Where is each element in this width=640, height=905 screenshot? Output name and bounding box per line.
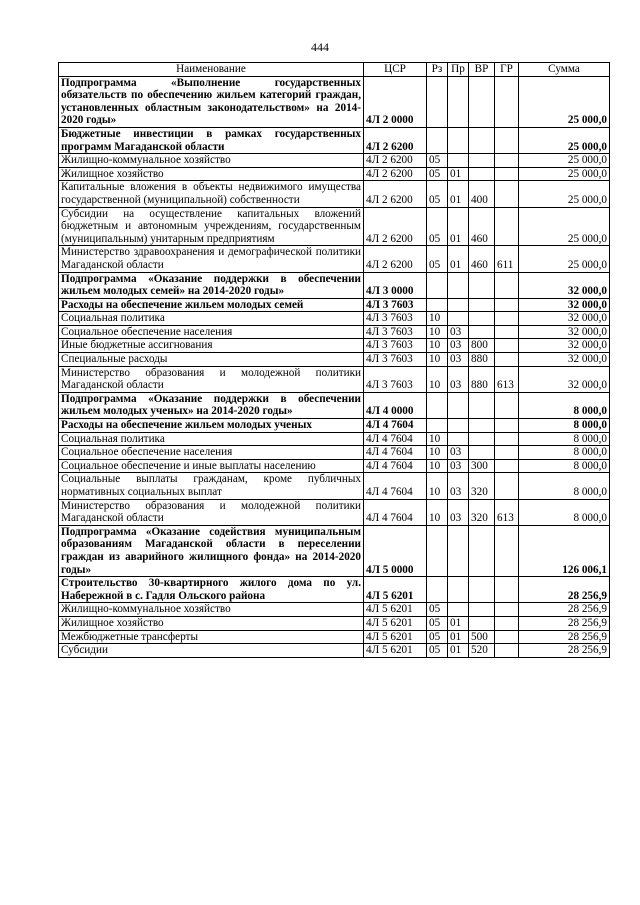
cell-vr: 300 <box>469 459 495 473</box>
cell-pr: 01 <box>448 167 469 181</box>
cell-pr <box>448 525 469 576</box>
cell-sum: 28 256,9 <box>519 603 610 617</box>
cell-pr <box>448 392 469 418</box>
cell-pr: 01 <box>448 207 469 246</box>
cell-sum: 28 256,9 <box>519 644 610 658</box>
cell-name: Иные бюджетные ассигнования <box>59 339 364 353</box>
cell-name: Социальная политика <box>59 432 364 446</box>
cell-csr: 4Л 2 6200 <box>364 167 427 181</box>
table-row <box>59 246 610 272</box>
cell-pr: 03 <box>448 325 469 339</box>
cell-gr <box>495 127 519 153</box>
table-row <box>59 272 610 298</box>
cell-gr <box>495 392 519 418</box>
cell-rz: 05 <box>427 630 448 644</box>
cell-name: Жилищное хозяйство <box>59 167 364 181</box>
cell-name: Бюджетные инвестиции в рамках государственных программ Магаданской области <box>59 127 364 153</box>
cell-vr <box>469 603 495 617</box>
table-row <box>59 392 610 418</box>
cell-gr <box>495 525 519 576</box>
table-body <box>59 76 610 657</box>
table-row <box>59 353 610 367</box>
table-row <box>59 181 610 207</box>
cell-gr <box>495 616 519 630</box>
cell-sum: 25 000,0 <box>519 207 610 246</box>
cell-vr: 880 <box>469 353 495 367</box>
cell-name: Жилищно-коммунальное хозяйство <box>59 603 364 617</box>
cell-sum: 8 000,0 <box>519 432 610 446</box>
cell-vr <box>469 446 495 460</box>
cell-pr <box>448 272 469 298</box>
cell-csr: 4Л 3 7603 <box>364 339 427 353</box>
cell-name: Расходы на обеспечение жильем молодых ученых <box>59 419 364 433</box>
table-row <box>59 312 610 326</box>
cell-gr: 611 <box>495 246 519 272</box>
cell-csr: 4Л 5 0000 <box>364 525 427 576</box>
cell-pr: 03 <box>448 339 469 353</box>
cell-name: Расходы на обеспечение жильем молодых семей <box>59 298 364 312</box>
cell-sum: 8 000,0 <box>519 446 610 460</box>
cell-csr: 4Л 4 7604 <box>364 432 427 446</box>
cell-rz: 05 <box>427 644 448 658</box>
cell-csr: 4Л 2 6200 <box>364 207 427 246</box>
cell-vr: 400 <box>469 181 495 207</box>
cell-vr: 500 <box>469 630 495 644</box>
cell-name: Социальное обеспечение населения <box>59 446 364 460</box>
cell-sum: 8 000,0 <box>519 473 610 499</box>
cell-csr: 4Л 4 0000 <box>364 392 427 418</box>
cell-gr <box>495 167 519 181</box>
cell-sum: 8 000,0 <box>519 459 610 473</box>
cell-vr <box>469 312 495 326</box>
cell-csr: 4Л 4 7604 <box>364 419 427 433</box>
cell-pr: 01 <box>448 644 469 658</box>
cell-rz: 05 <box>427 616 448 630</box>
header-vr: ВР <box>469 63 495 77</box>
cell-vr <box>469 432 495 446</box>
table-row <box>59 577 610 603</box>
cell-csr: 4Л 2 0000 <box>364 76 427 127</box>
cell-pr <box>448 432 469 446</box>
cell-name: Субсидии <box>59 644 364 658</box>
cell-pr: 01 <box>448 630 469 644</box>
cell-sum: 32 000,0 <box>519 272 610 298</box>
cell-gr <box>495 154 519 168</box>
cell-pr: 03 <box>448 366 469 392</box>
cell-rz: 10 <box>427 325 448 339</box>
cell-csr: 4Л 3 7603 <box>364 353 427 367</box>
cell-gr <box>495 630 519 644</box>
table-row <box>59 207 610 246</box>
cell-rz <box>427 419 448 433</box>
cell-rz <box>427 577 448 603</box>
cell-name: Подпрограмма «Оказание содействия муниципальным образованиям Магаданской области в переселении граждан из аварийного жилищного фонда» на 2014-2020 годы» <box>59 525 364 576</box>
cell-pr: 01 <box>448 246 469 272</box>
cell-gr <box>495 577 519 603</box>
header-name: Наименование <box>59 63 364 77</box>
cell-name: Подпрограмма «Выполнение государственных обязательств по обеспечению жильем категорий граждан, установленных областным законодательством» на 2014-2020 годы» <box>59 76 364 127</box>
cell-name: Субсидии на осуществление капитальных вложений бюджетным и автономным учреждениям, государственным (муниципальным) унитарным предприятиям <box>59 207 364 246</box>
table-row <box>59 167 610 181</box>
cell-rz <box>427 525 448 576</box>
cell-gr <box>495 272 519 298</box>
cell-gr <box>495 459 519 473</box>
table-header-row <box>59 63 610 77</box>
cell-name: Жилищное хозяйство <box>59 616 364 630</box>
cell-sum: 32 000,0 <box>519 353 610 367</box>
cell-gr <box>495 603 519 617</box>
cell-gr <box>495 419 519 433</box>
cell-sum: 8 000,0 <box>519 419 610 433</box>
cell-sum: 32 000,0 <box>519 325 610 339</box>
cell-pr: 01 <box>448 616 469 630</box>
cell-pr <box>448 127 469 153</box>
cell-rz: 05 <box>427 603 448 617</box>
cell-sum: 8 000,0 <box>519 499 610 525</box>
cell-name: Подпрограмма «Оказание поддержки в обеспечении жильем молодых ученых» на 2014-2020 годы» <box>59 392 364 418</box>
cell-rz: 10 <box>427 459 448 473</box>
table-row <box>59 298 610 312</box>
cell-pr <box>448 76 469 127</box>
cell-sum: 28 256,9 <box>519 577 610 603</box>
cell-gr <box>495 76 519 127</box>
cell-rz: 10 <box>427 353 448 367</box>
cell-vr <box>469 577 495 603</box>
table-row <box>59 419 610 433</box>
cell-pr <box>448 298 469 312</box>
cell-gr <box>495 473 519 499</box>
cell-name: Специальные расходы <box>59 353 364 367</box>
cell-sum: 32 000,0 <box>519 366 610 392</box>
cell-sum: 32 000,0 <box>519 298 610 312</box>
cell-gr <box>495 207 519 246</box>
cell-vr <box>469 525 495 576</box>
cell-csr: 4Л 5 6201 <box>364 603 427 617</box>
cell-name: Межбюджетные трансферты <box>59 630 364 644</box>
cell-sum: 28 256,9 <box>519 616 610 630</box>
cell-rz: 10 <box>427 432 448 446</box>
cell-pr: 03 <box>448 499 469 525</box>
cell-pr <box>448 154 469 168</box>
cell-gr <box>495 446 519 460</box>
cell-rz: 05 <box>427 207 448 246</box>
table-row <box>59 127 610 153</box>
cell-rz: 10 <box>427 446 448 460</box>
cell-csr: 4Л 3 7603 <box>364 298 427 312</box>
cell-vr <box>469 167 495 181</box>
cell-vr <box>469 298 495 312</box>
cell-sum: 32 000,0 <box>519 312 610 326</box>
cell-pr: 03 <box>448 446 469 460</box>
cell-gr <box>495 325 519 339</box>
cell-rz <box>427 127 448 153</box>
cell-rz: 05 <box>427 167 448 181</box>
cell-sum: 28 256,9 <box>519 630 610 644</box>
cell-vr <box>469 154 495 168</box>
cell-pr <box>448 603 469 617</box>
cell-sum: 25 000,0 <box>519 154 610 168</box>
table-row <box>59 446 610 460</box>
table-row <box>59 339 610 353</box>
cell-name: Министерство образования и молодежной политики Магаданской области <box>59 366 364 392</box>
table-row <box>59 459 610 473</box>
cell-name: Министерство образования и молодежной политики Магаданской области <box>59 499 364 525</box>
cell-gr <box>495 644 519 658</box>
cell-csr: 4Л 3 0000 <box>364 272 427 298</box>
table-row <box>59 630 610 644</box>
cell-name: Социальное обеспечение населения <box>59 325 364 339</box>
header-pr: Пр <box>448 63 469 77</box>
cell-name: Социальные выплаты гражданам, кроме публичных нормативных социальных выплат <box>59 473 364 499</box>
cell-pr: 03 <box>448 353 469 367</box>
cell-csr: 4Л 2 6200 <box>364 154 427 168</box>
cell-pr <box>448 312 469 326</box>
cell-vr: 880 <box>469 366 495 392</box>
cell-vr <box>469 272 495 298</box>
cell-rz: 10 <box>427 312 448 326</box>
cell-csr: 4Л 4 7604 <box>364 473 427 499</box>
table-row <box>59 525 610 576</box>
cell-pr <box>448 577 469 603</box>
cell-gr <box>495 181 519 207</box>
cell-rz: 10 <box>427 473 448 499</box>
cell-rz <box>427 298 448 312</box>
cell-name: Строительство 30-квартирного жилого дома по ул. Набережной в с. Гадля Ольского района <box>59 577 364 603</box>
cell-name: Социальная политика <box>59 312 364 326</box>
page-number: 444 <box>311 40 329 54</box>
table-row <box>59 616 610 630</box>
cell-rz: 05 <box>427 181 448 207</box>
cell-rz <box>427 272 448 298</box>
table-row <box>59 154 610 168</box>
cell-rz: 10 <box>427 499 448 525</box>
cell-gr <box>495 339 519 353</box>
cell-csr: 4Л 5 6201 <box>364 644 427 658</box>
header-sum: Сумма <box>519 63 610 77</box>
cell-csr: 4Л 2 6200 <box>364 246 427 272</box>
header-gr: ГР <box>495 63 519 77</box>
cell-sum: 25 000,0 <box>519 127 610 153</box>
cell-vr: 520 <box>469 644 495 658</box>
cell-name: Министерство здравоохранения и демографической политики Магаданской области <box>59 246 364 272</box>
table-row <box>59 644 610 658</box>
cell-rz <box>427 76 448 127</box>
cell-pr: 01 <box>448 181 469 207</box>
header-csr: ЦСР <box>364 63 427 77</box>
cell-name: Социальное обеспечение и иные выплаты населению <box>59 459 364 473</box>
cell-vr <box>469 616 495 630</box>
cell-gr: 613 <box>495 499 519 525</box>
cell-csr: 4Л 5 6201 <box>364 577 427 603</box>
budget-table <box>58 62 610 658</box>
cell-gr <box>495 298 519 312</box>
cell-sum: 8 000,0 <box>519 392 610 418</box>
cell-csr: 4Л 3 7603 <box>364 325 427 339</box>
cell-vr: 460 <box>469 207 495 246</box>
cell-sum: 25 000,0 <box>519 167 610 181</box>
cell-pr: 03 <box>448 473 469 499</box>
cell-sum: 25 000,0 <box>519 181 610 207</box>
cell-name: Подпрограмма «Оказание поддержки в обеспечении жильем молодых семей» на 2014-2020 годы» <box>59 272 364 298</box>
table-row <box>59 76 610 127</box>
cell-sum: 126 006,1 <box>519 525 610 576</box>
table-row <box>59 325 610 339</box>
cell-csr: 4Л 4 7604 <box>364 446 427 460</box>
cell-sum: 25 000,0 <box>519 76 610 127</box>
cell-csr: 4Л 4 7604 <box>364 459 427 473</box>
cell-csr: 4Л 3 7603 <box>364 366 427 392</box>
table-row <box>59 499 610 525</box>
cell-gr <box>495 432 519 446</box>
cell-sum: 32 000,0 <box>519 339 610 353</box>
cell-csr: 4Л 2 6200 <box>364 181 427 207</box>
cell-csr: 4Л 4 7604 <box>364 499 427 525</box>
cell-name: Жилищно-коммунальное хозяйство <box>59 154 364 168</box>
table-row <box>59 366 610 392</box>
cell-vr: 460 <box>469 246 495 272</box>
cell-vr <box>469 419 495 433</box>
table-row <box>59 473 610 499</box>
cell-pr: 03 <box>448 459 469 473</box>
cell-rz: 10 <box>427 366 448 392</box>
cell-vr <box>469 76 495 127</box>
cell-rz: 05 <box>427 246 448 272</box>
cell-rz <box>427 392 448 418</box>
header-rz: Рз <box>427 63 448 77</box>
cell-csr: 4Л 3 7603 <box>364 312 427 326</box>
cell-csr: 4Л 5 6201 <box>364 616 427 630</box>
cell-gr <box>495 312 519 326</box>
cell-csr: 4Л 5 6201 <box>364 630 427 644</box>
cell-rz: 10 <box>427 339 448 353</box>
cell-vr: 320 <box>469 473 495 499</box>
cell-vr <box>469 392 495 418</box>
cell-vr <box>469 127 495 153</box>
cell-sum: 25 000,0 <box>519 246 610 272</box>
cell-vr <box>469 325 495 339</box>
cell-csr: 4Л 2 6200 <box>364 127 427 153</box>
table-row <box>59 603 610 617</box>
cell-pr <box>448 419 469 433</box>
cell-name: Капитальные вложения в объекты недвижимого имущества государственной (муниципальной) собственности <box>59 181 364 207</box>
cell-gr <box>495 353 519 367</box>
cell-rz: 05 <box>427 154 448 168</box>
table-row <box>59 432 610 446</box>
cell-gr: 613 <box>495 366 519 392</box>
cell-vr: 800 <box>469 339 495 353</box>
cell-vr: 320 <box>469 499 495 525</box>
